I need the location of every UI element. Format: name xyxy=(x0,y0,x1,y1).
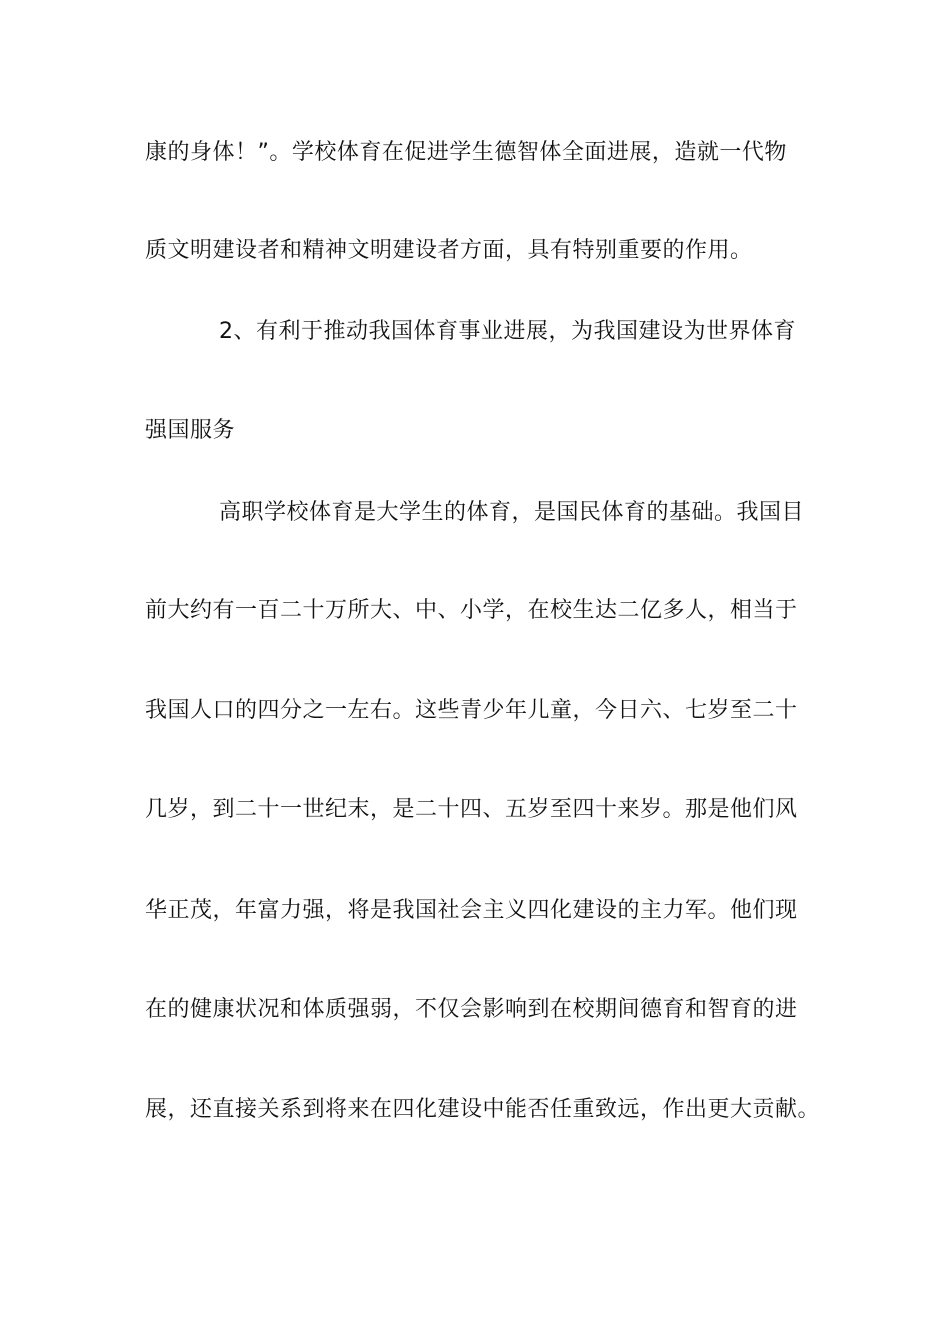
paragraph-line: 康的身体！”。学校体育在促进学生德智体全面进展，造就一代物 xyxy=(145,140,787,165)
paragraph-line: 高职学校体育是大学生的体育，是国民体育的基础。我国目 xyxy=(219,500,805,525)
paragraph-line: 前大约有一百二十万所大、中、小学，在校生达二亿多人，相当于 xyxy=(145,598,798,623)
paragraph-line: 质文明建设者和精神文明建设者方面，具有特别重要的作用。 xyxy=(145,238,753,263)
paragraph-line: 几岁，到二十一世纪末，是二十四、五岁至四十来岁。那是他们风 xyxy=(145,797,798,822)
paragraph-line: 在的健康状况和体质强弱，不仅会影响到在校期间德育和智育的进 xyxy=(145,997,798,1022)
paragraph-line: 我国人口的四分之一左右。这些青少年儿童，今日六、七岁至二十 xyxy=(145,698,798,723)
paragraph-line: 展，还直接关系到将来在四化建设中能否任重致远，作出更大贡献。 xyxy=(145,1097,821,1122)
section-heading-line: 强国服务 xyxy=(145,418,236,443)
paragraph-line: 华正茂，年富力强，将是我国社会主义四化建设的主力军。他们现 xyxy=(145,898,798,923)
section-heading-line: 2、有利于推动我国体育事业进展，为我国建设为世界体育 xyxy=(219,319,796,344)
